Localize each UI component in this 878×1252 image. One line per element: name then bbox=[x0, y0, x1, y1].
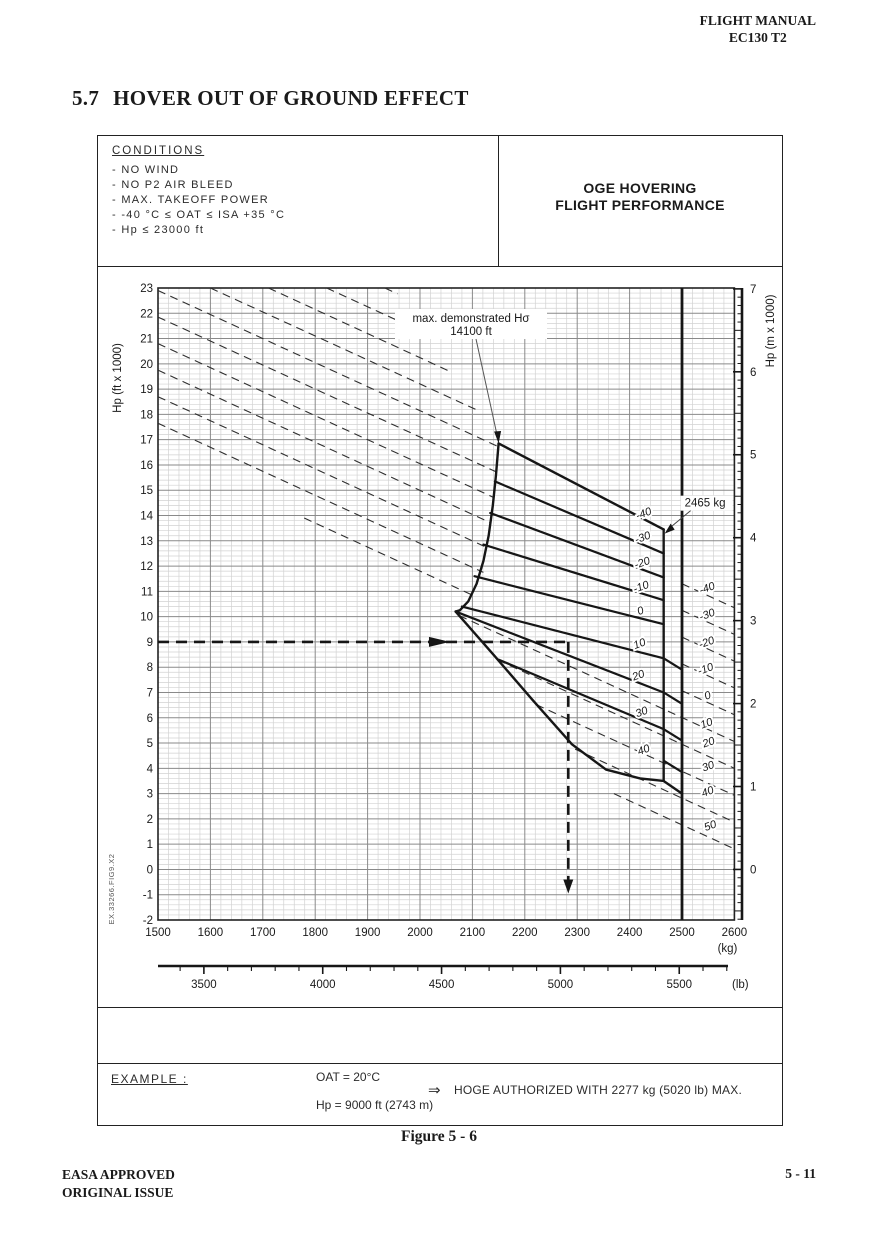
svg-text:10: 10 bbox=[631, 636, 648, 652]
svg-text:1: 1 bbox=[750, 781, 757, 794]
svg-text:2600: 2600 bbox=[721, 927, 748, 939]
footer-left bbox=[62, 1166, 175, 1202]
svg-text:17: 17 bbox=[140, 434, 153, 447]
svg-text:40: 40 bbox=[699, 784, 716, 800]
svg-text:0: 0 bbox=[146, 864, 153, 877]
svg-text:Hp (ft x 1000): Hp (ft x 1000) bbox=[112, 343, 124, 413]
svg-text:Hp (m x 1000): Hp (m x 1000) bbox=[765, 294, 777, 368]
svg-text:20: 20 bbox=[140, 358, 153, 371]
page-header bbox=[700, 12, 816, 46]
section-title-text: HOVER OUT OF GROUND EFFECT bbox=[113, 86, 469, 110]
svg-text:11: 11 bbox=[141, 586, 153, 599]
svg-text:1700: 1700 bbox=[250, 927, 276, 939]
svg-text:-2: -2 bbox=[142, 915, 153, 927]
svg-text:6: 6 bbox=[146, 712, 153, 725]
svg-text:12: 12 bbox=[140, 561, 153, 574]
svg-text:2500: 2500 bbox=[669, 927, 695, 939]
svg-text:5500: 5500 bbox=[666, 979, 693, 991]
svg-text:30: 30 bbox=[633, 704, 650, 721]
svg-text:-30: -30 bbox=[633, 529, 653, 547]
svg-text:3: 3 bbox=[750, 615, 757, 628]
condition-item: - -40 °C ≤ OAT ≤ ISA +35 °C bbox=[112, 209, 286, 221]
svg-text:4: 4 bbox=[146, 763, 153, 776]
svg-text:8: 8 bbox=[146, 662, 153, 675]
svg-text:20: 20 bbox=[630, 668, 647, 684]
svg-text:-10: -10 bbox=[631, 578, 651, 596]
envelope-weight-label bbox=[665, 496, 733, 534]
dashed-temp-lines bbox=[158, 288, 734, 849]
svg-text:0: 0 bbox=[702, 689, 713, 703]
svg-text:2465 kg: 2465 kg bbox=[684, 497, 726, 510]
svg-text:1500: 1500 bbox=[145, 927, 171, 939]
svg-text:(kg): (kg) bbox=[717, 943, 738, 955]
svg-text:0: 0 bbox=[750, 864, 757, 877]
svg-text:19: 19 bbox=[140, 384, 153, 397]
condition-item: - NO WIND bbox=[112, 164, 180, 176]
svg-text:-20: -20 bbox=[697, 634, 717, 652]
svg-text:2000: 2000 bbox=[407, 927, 433, 939]
conditions-title: CONDITIONS bbox=[112, 145, 205, 157]
svg-text:14100 ft: 14100 ft bbox=[450, 326, 492, 338]
svg-text:15: 15 bbox=[140, 485, 153, 498]
svg-text:20: 20 bbox=[700, 735, 717, 751]
performance-title-line1: OGE HOVERING bbox=[583, 180, 697, 196]
svg-text:-10: -10 bbox=[696, 661, 716, 678]
svg-text:50: 50 bbox=[702, 818, 719, 834]
lb-axis bbox=[158, 966, 749, 991]
svg-text:1800: 1800 bbox=[302, 927, 328, 939]
svg-text:1600: 1600 bbox=[197, 927, 224, 939]
svg-text:3500: 3500 bbox=[191, 979, 217, 991]
svg-text:-1: -1 bbox=[142, 889, 153, 902]
condition-item: - NO P2 AIR BLEED bbox=[112, 179, 234, 191]
performance-title bbox=[498, 180, 782, 214]
m-axis bbox=[733, 284, 777, 920]
section-number: 5.7 bbox=[72, 86, 100, 110]
example-oat: OAT = 20°C bbox=[316, 1070, 381, 1084]
section-title bbox=[72, 86, 469, 111]
svg-text:5: 5 bbox=[750, 449, 757, 462]
svg-text:-40: -40 bbox=[634, 505, 654, 523]
svg-text:(lb): (lb) bbox=[732, 979, 749, 991]
svg-text:2300: 2300 bbox=[564, 927, 590, 939]
footer-page-number: 5 - 11 bbox=[785, 1166, 816, 1181]
svg-text:-40: -40 bbox=[697, 580, 717, 597]
hover-oge-chart bbox=[98, 271, 782, 1007]
svg-text:7: 7 bbox=[146, 687, 153, 700]
svg-text:0: 0 bbox=[635, 604, 646, 618]
svg-text:40: 40 bbox=[635, 742, 652, 759]
svg-text:max. demonstrated Hσ: max. demonstrated Hσ bbox=[412, 313, 530, 325]
condition-item: - Hp ≤ 23000 ft bbox=[112, 224, 205, 236]
svg-text:2400: 2400 bbox=[616, 927, 643, 939]
svg-text:2: 2 bbox=[146, 813, 153, 826]
svg-text:18: 18 bbox=[140, 409, 153, 422]
svg-text:10: 10 bbox=[140, 611, 153, 624]
svg-text:4: 4 bbox=[750, 532, 757, 545]
svg-text:1900: 1900 bbox=[354, 927, 381, 939]
svg-text:-20: -20 bbox=[632, 554, 652, 572]
figure-code bbox=[107, 854, 116, 925]
svg-text:3: 3 bbox=[146, 788, 153, 801]
svg-text:4500: 4500 bbox=[428, 979, 455, 991]
svg-text:22: 22 bbox=[140, 308, 153, 321]
conditions-bottom-line bbox=[98, 266, 782, 267]
svg-text:7: 7 bbox=[750, 283, 757, 296]
example-hp: Hp = 9000 ft (2743 m) bbox=[316, 1098, 434, 1112]
svg-text:10: 10 bbox=[698, 716, 715, 732]
figure-caption: Figure 5 - 6 bbox=[401, 1128, 477, 1145]
example-section bbox=[98, 1063, 782, 1125]
svg-text:4000: 4000 bbox=[309, 979, 336, 991]
example-result: HOGE AUTHORIZED WITH 2277 kg (5020 lb) MAX. bbox=[454, 1083, 743, 1097]
condition-item: - MAX. TAKEOFF POWER bbox=[112, 194, 269, 206]
svg-text:16: 16 bbox=[140, 459, 153, 472]
svg-text:5: 5 bbox=[146, 738, 153, 751]
svg-text:14: 14 bbox=[140, 510, 153, 523]
ft-axis bbox=[112, 283, 154, 927]
footer-approval: EASA APPROVED bbox=[62, 1167, 175, 1182]
implies-arrow-icon: ⇒ bbox=[428, 1082, 441, 1099]
figure-box bbox=[97, 135, 783, 1126]
max-demonstrated-annotation bbox=[395, 309, 547, 443]
svg-text:2200: 2200 bbox=[512, 927, 538, 939]
svg-text:2: 2 bbox=[750, 698, 757, 711]
svg-text:9: 9 bbox=[146, 636, 153, 649]
header-line1: FLIGHT MANUAL bbox=[699, 13, 816, 28]
header-line2: EC130 T2 bbox=[728, 30, 787, 45]
performance-title-line2: FLIGHT PERFORMANCE bbox=[555, 197, 725, 213]
kg-axis bbox=[145, 927, 747, 955]
svg-text:6: 6 bbox=[750, 366, 757, 379]
svg-text:1: 1 bbox=[146, 839, 153, 852]
footer-issue: ORIGINAL ISSUE bbox=[62, 1185, 174, 1200]
example-label: EXAMPLE : bbox=[111, 1072, 188, 1086]
svg-text:2100: 2100 bbox=[459, 927, 486, 939]
svg-text:21: 21 bbox=[140, 333, 153, 346]
svg-text:-30: -30 bbox=[697, 606, 717, 624]
conditions-block bbox=[112, 144, 285, 238]
svg-text:EX.33266.FIG9.X2: EX.33266.FIG9.X2 bbox=[107, 853, 116, 925]
chart-bottom-line bbox=[98, 1007, 782, 1008]
svg-text:23: 23 bbox=[140, 283, 153, 295]
svg-text:13: 13 bbox=[140, 535, 153, 548]
svg-text:5000: 5000 bbox=[547, 979, 574, 991]
svg-text:30: 30 bbox=[700, 759, 717, 775]
